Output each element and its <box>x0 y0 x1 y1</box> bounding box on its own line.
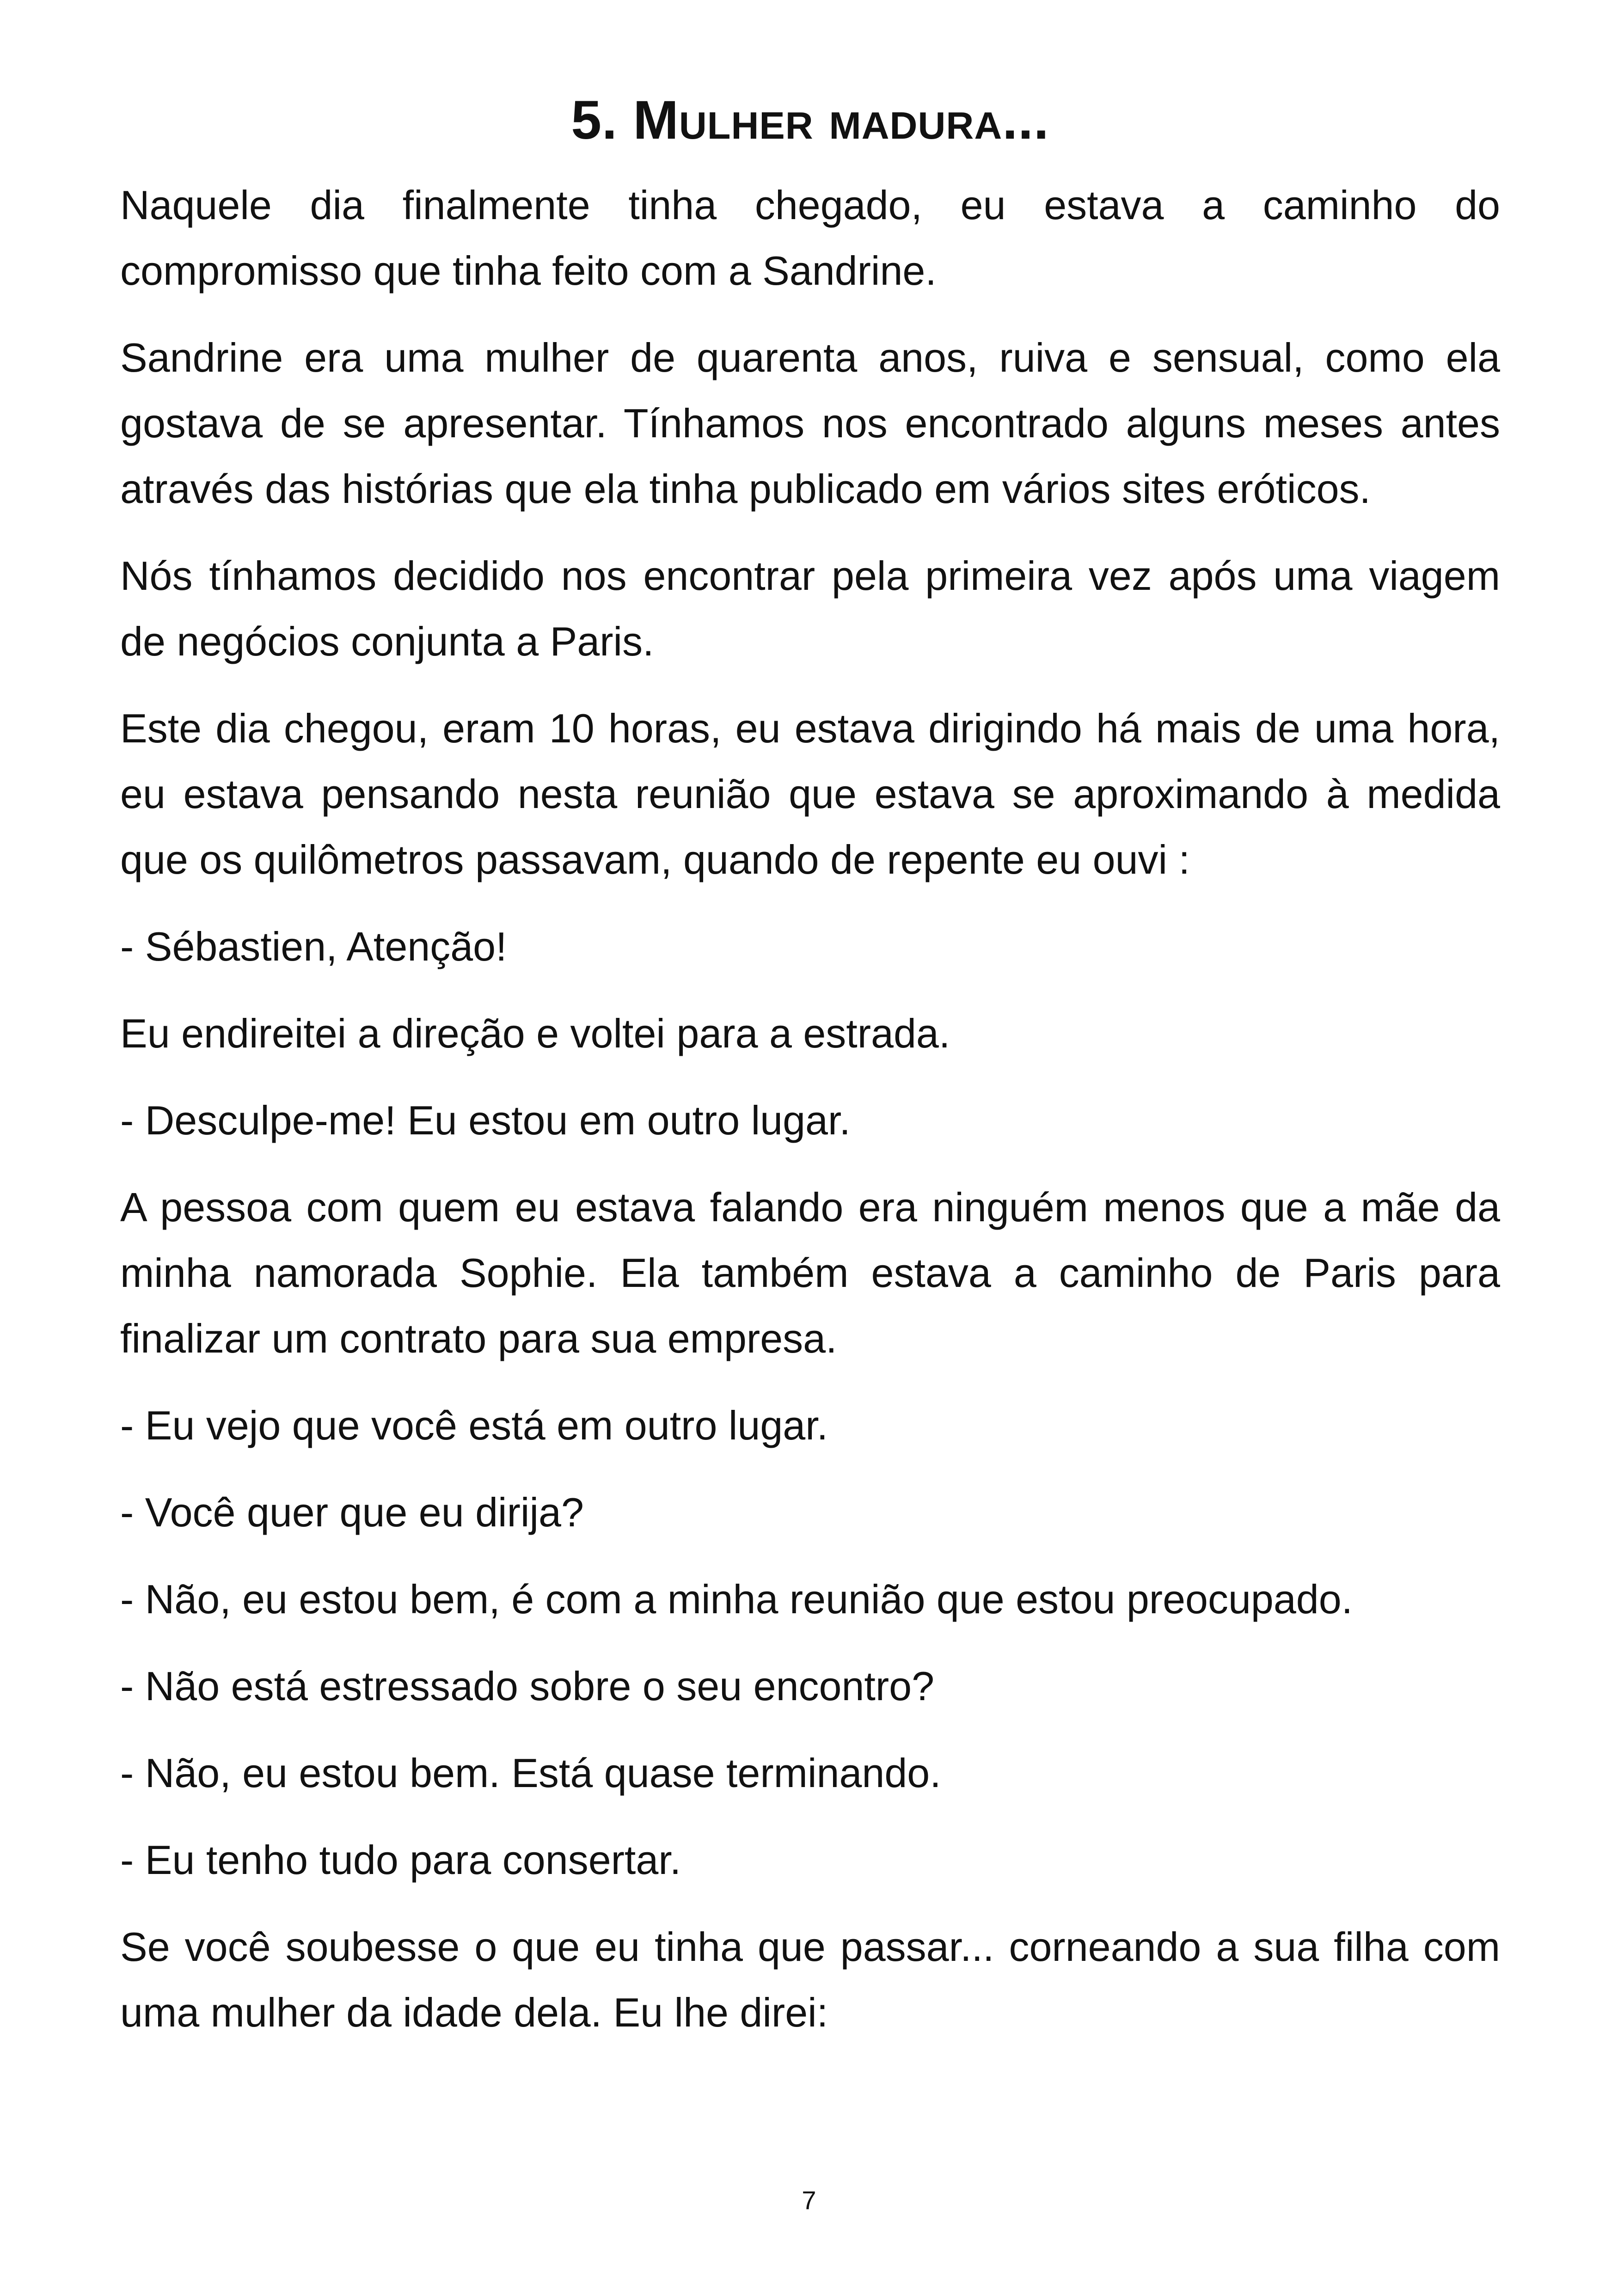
dialogue-line: - Sébastien, Atenção! <box>120 924 507 969</box>
chapter-title <box>120 86 1500 155</box>
dialogue-line: - Desculpe-me! Eu estou em outro lugar. <box>120 1097 851 1143</box>
dialogue-line: - Você quer que eu dirija? <box>120 1489 584 1535</box>
dialogue-line: - Não está estressado sobre o seu encontro? <box>120 1663 935 1709</box>
chapter-title-rest: ulher madura... <box>679 90 1049 151</box>
dialogue-line: - Eu vejo que você está em outro lugar. <box>120 1402 828 1448</box>
chapter-body <box>120 172 1500 2045</box>
paragraph: Se você soubesse o que eu tinha que passar... corneando a sua filha com uma mulher da idade dela. Eu lhe direi: <box>120 1924 1500 2035</box>
dialogue-line: - Não, eu estou bem. Está quase terminando. <box>120 1750 941 1796</box>
paragraph: Naquele dia finalmente tinha chegado, eu estava a caminho do compromisso que tinha feito com a Sandrine. <box>120 182 1500 294</box>
paragraph: A pessoa com quem eu estava falando era ninguém menos que a mãe da minha namorada Sophie. Ela também estava a caminho de Paris para finalizar um contrato para sua empresa. <box>120 1184 1500 1361</box>
paragraph: Sandrine era uma mulher de quarenta anos, ruiva e sensual, como ela gostava de se apresentar. Tínhamos nos encontrado alguns meses antes através das histórias que ela tinha publicado em vários sites eróticos. <box>120 335 1500 512</box>
chapter-title-prefix: 5. M <box>571 90 679 151</box>
dialogue-line: - Não, eu estou bem, é com a minha reunião que estou preocupado. <box>120 1576 1353 1622</box>
dialogue-line: - Eu tenho tudo para consertar. <box>120 1837 681 1883</box>
paragraph: Este dia chegou, eram 10 horas, eu estava dirigindo há mais de uma hora, eu estava pensando nesta reunião que estava se aproximando à medida que os quilômetros passavam, quando de repente eu ouvi : <box>120 705 1500 882</box>
paragraph: Nós tínhamos decidido nos encontrar pela primeira vez após uma viagem de negócios conjunta a Paris. <box>120 553 1500 664</box>
page-number: 7 <box>802 2186 816 2215</box>
paragraph: Eu endireitei a direção e voltei para a estrada. <box>120 1010 950 1056</box>
document-page <box>120 0 1500 2296</box>
